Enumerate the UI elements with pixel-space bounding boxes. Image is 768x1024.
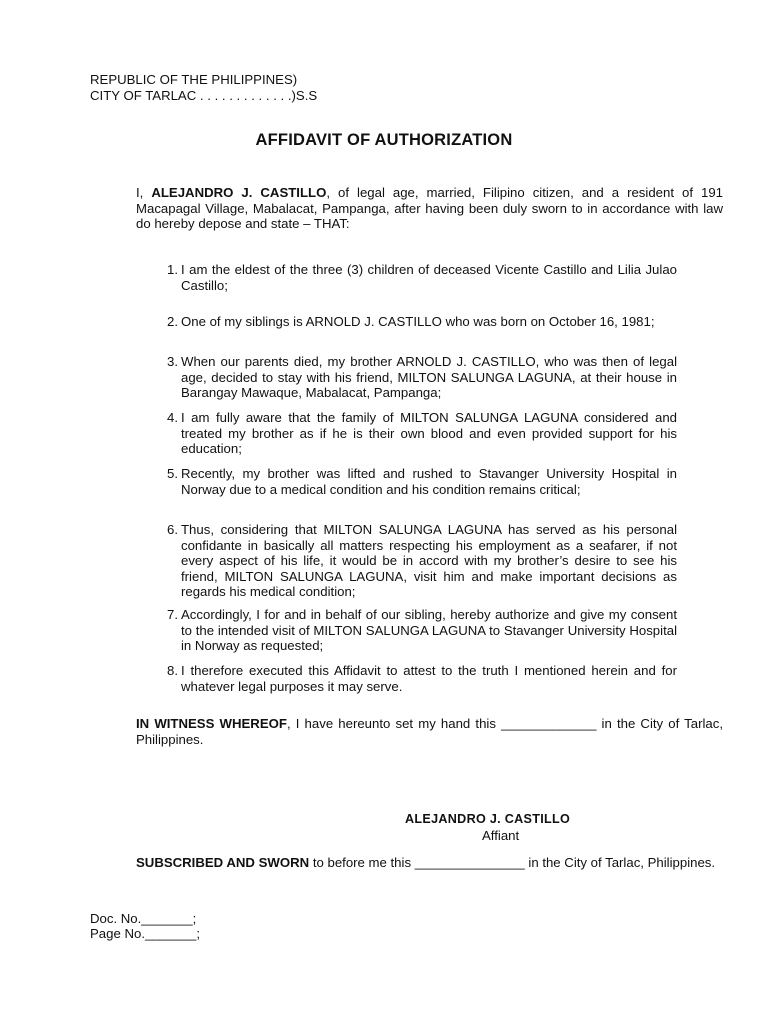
jurat-lead: SUBSCRIBED AND SWORN xyxy=(136,855,310,870)
venue-line-republic: REPUBLIC OF THE PHILIPPINES) xyxy=(90,72,298,87)
item-number: 6. xyxy=(167,522,178,537)
item-number: 4. xyxy=(167,410,178,425)
item-text: Thus, considering that MILTON SALUNGA LAGUNA has served as his personal confidante in basically all matters respecting his employment as a seafarer, if not every aspect of his life, it would be in accord with my brother’s desire to see his friend, MILTON SALUNGA LAGUNA, visit him and make important decisions as regards his medical condition; xyxy=(181,522,677,599)
venue-block xyxy=(90,72,490,103)
item-text: Accordingly, I for and in behalf of our sibling, hereby authorize and give my consent to the intended visit of MILTON SALUNGA LAGUNA to Stavanger University Hospital in Norway as requested; xyxy=(181,607,677,653)
witness-lead: IN WITNESS WHEREOF xyxy=(136,716,287,731)
document-title: AFFIDAVIT OF AUTHORIZATION xyxy=(255,131,513,149)
item-text: I therefore executed this Affidavit to attest to the truth I mentioned herein and for whatever legal purposes it may serve. xyxy=(181,663,677,694)
signature-role: Affiant xyxy=(482,828,520,843)
item-number: 5. xyxy=(167,466,178,481)
witness-paragraph xyxy=(90,716,723,747)
jurat-paragraph xyxy=(90,855,723,871)
item-number: 2. xyxy=(167,314,178,329)
intro-prefix: I, xyxy=(136,185,152,200)
venue-line-city: CITY OF TARLAC . . . . . . . . . . . . .)S.S xyxy=(90,87,318,103)
page-number-line: Page No._______; xyxy=(90,926,200,941)
item-text: I am the eldest of the three (3) children of deceased Vicente Castillo and Lilia Julao Castillo; xyxy=(181,262,677,293)
affiant-name: ALEJANDRO J. CASTILLO xyxy=(151,185,327,200)
item-text: One of my siblings is ARNOLD J. CASTILLO who was born on October 16, 1981; xyxy=(181,314,655,329)
item-text: I am fully aware that the family of MILTON SALUNGA LAGUNA considered and treated my brother as if he is their own blood and even provided support for his education; xyxy=(181,410,677,456)
jurat-text: to before me this _______________ in the City of Tarlac, Philippines. xyxy=(309,855,716,870)
item-number: 8. xyxy=(167,663,178,678)
item-number: 7. xyxy=(167,607,178,622)
item-number: 1. xyxy=(167,262,178,277)
intro-text: , of legal age, married, Filipino citizen, and a resident of 191 Macapagal Village, Mabalacat, Pampanga, after having been duly sworn to in accordance with law do hereby depose and state – THAT: xyxy=(136,185,723,231)
item-text: Recently, my brother was lifted and rushed to Stavanger University Hospital in Norway due to a medical condition and his condition remains critical; xyxy=(181,466,677,497)
doc-number-line: Doc. No._______; xyxy=(90,911,197,926)
item-number: 3. xyxy=(167,354,178,369)
signature-name: ALEJANDRO J. CASTILLO xyxy=(405,812,571,826)
witness-text: , I have hereunto set my hand this _____________ in the City of Tarlac, Philippines. xyxy=(136,716,723,747)
intro-paragraph xyxy=(90,185,723,232)
item-text: When our parents died, my brother ARNOLD J. CASTILLO, who was then of legal age, decided to stay with his friend, MILTON SALUNGA LAGUNA, at their house in Barangay Mawaque, Mabalacat, Pampanga; xyxy=(181,354,677,400)
